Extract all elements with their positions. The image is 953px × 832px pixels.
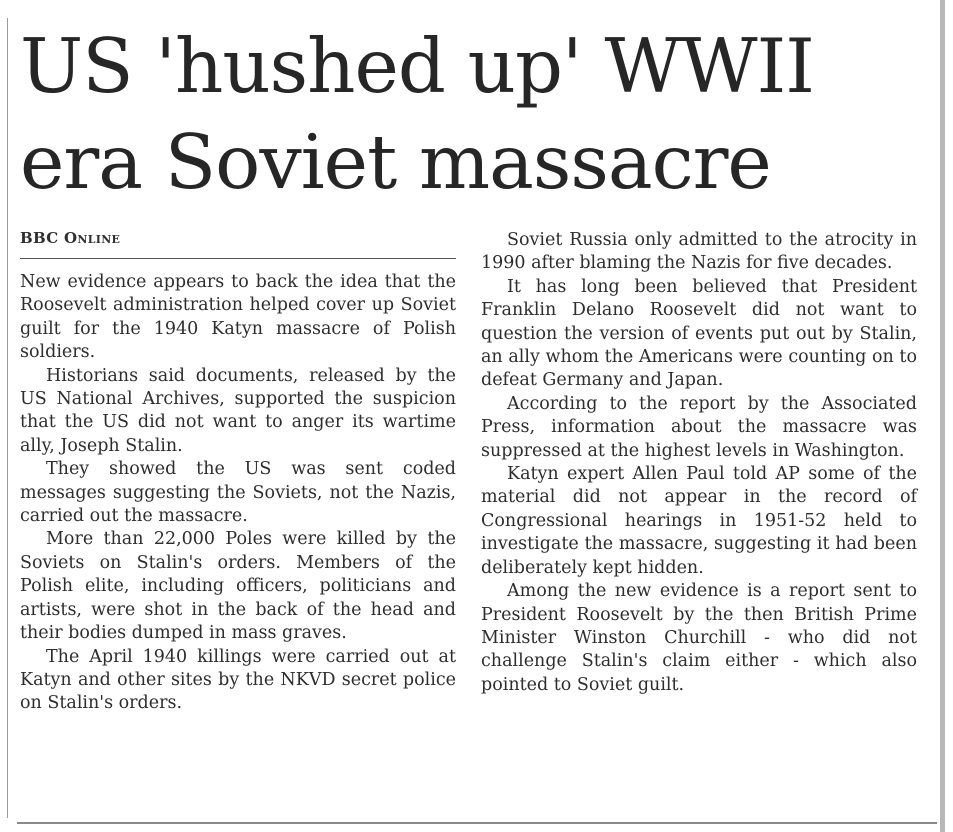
right-border-rule — [940, 0, 945, 832]
article-column-right — [481, 229, 917, 697]
article-column-left — [20, 271, 456, 716]
paragraph: Historians said documents, released by the US National Archives, supported the suspicion that the US did not want to anger its wartime ally, Joseph Stalin. — [20, 365, 456, 456]
paragraph: Soviet Russia only admitted to the atrocity in 1990 after blaming the Nazis for five decades. — [481, 230, 917, 274]
left-border-rule — [7, 18, 8, 818]
headline: US 'hushed up' WWII era Soviet massacre — [20, 22, 814, 206]
paragraph: Katyn expert Allen Paul told AP some of the material did not appear in the record of Congressional hearings in 1951-52 held to investigate the massacre, suggesting it had been deliberately kept hidden. — [481, 464, 917, 578]
byline: BBC Online — [20, 229, 121, 247]
paragraph: The April 1940 killings were carried out at Katyn and other sites by the NKVD secret police on Stalin's orders. — [20, 646, 456, 714]
paragraph: It has long been believed that President Franklin Delano Roosevelt did not want to question the version of events put out by Stalin, an ally whom the Americans were counting on to defeat Germany and Japan. — [481, 276, 917, 391]
paragraph: According to the report by the Associated Press, information about the massacre was suppressed at the highest levels in Washington. — [481, 393, 917, 461]
paragraph: More than 22,000 Poles were killed by the Soviets on Stalin's orders. Members of the Polish elite, including officers, politicians and artists, were shot in the back of the head and their bodies dumped in mass graves. — [20, 529, 456, 644]
paragraph: They showed the US was sent coded messages suggesting the Soviets, not the Nazis, carried out the massacre. — [20, 459, 456, 527]
byline-divider — [20, 258, 456, 259]
paragraph: New evidence appears to back the idea that the Roosevelt administration helped cover up Soviet guilt for the 1940 Katyn massacre of Polish soldiers. — [20, 272, 456, 363]
bottom-border-rule — [17, 822, 937, 824]
paragraph: Among the new evidence is a report sent to President Roosevelt by the then British Prime Minister Winston Churchill - who did not challenge Stalin's claim either - which also pointed to Soviet guilt. — [481, 581, 917, 695]
